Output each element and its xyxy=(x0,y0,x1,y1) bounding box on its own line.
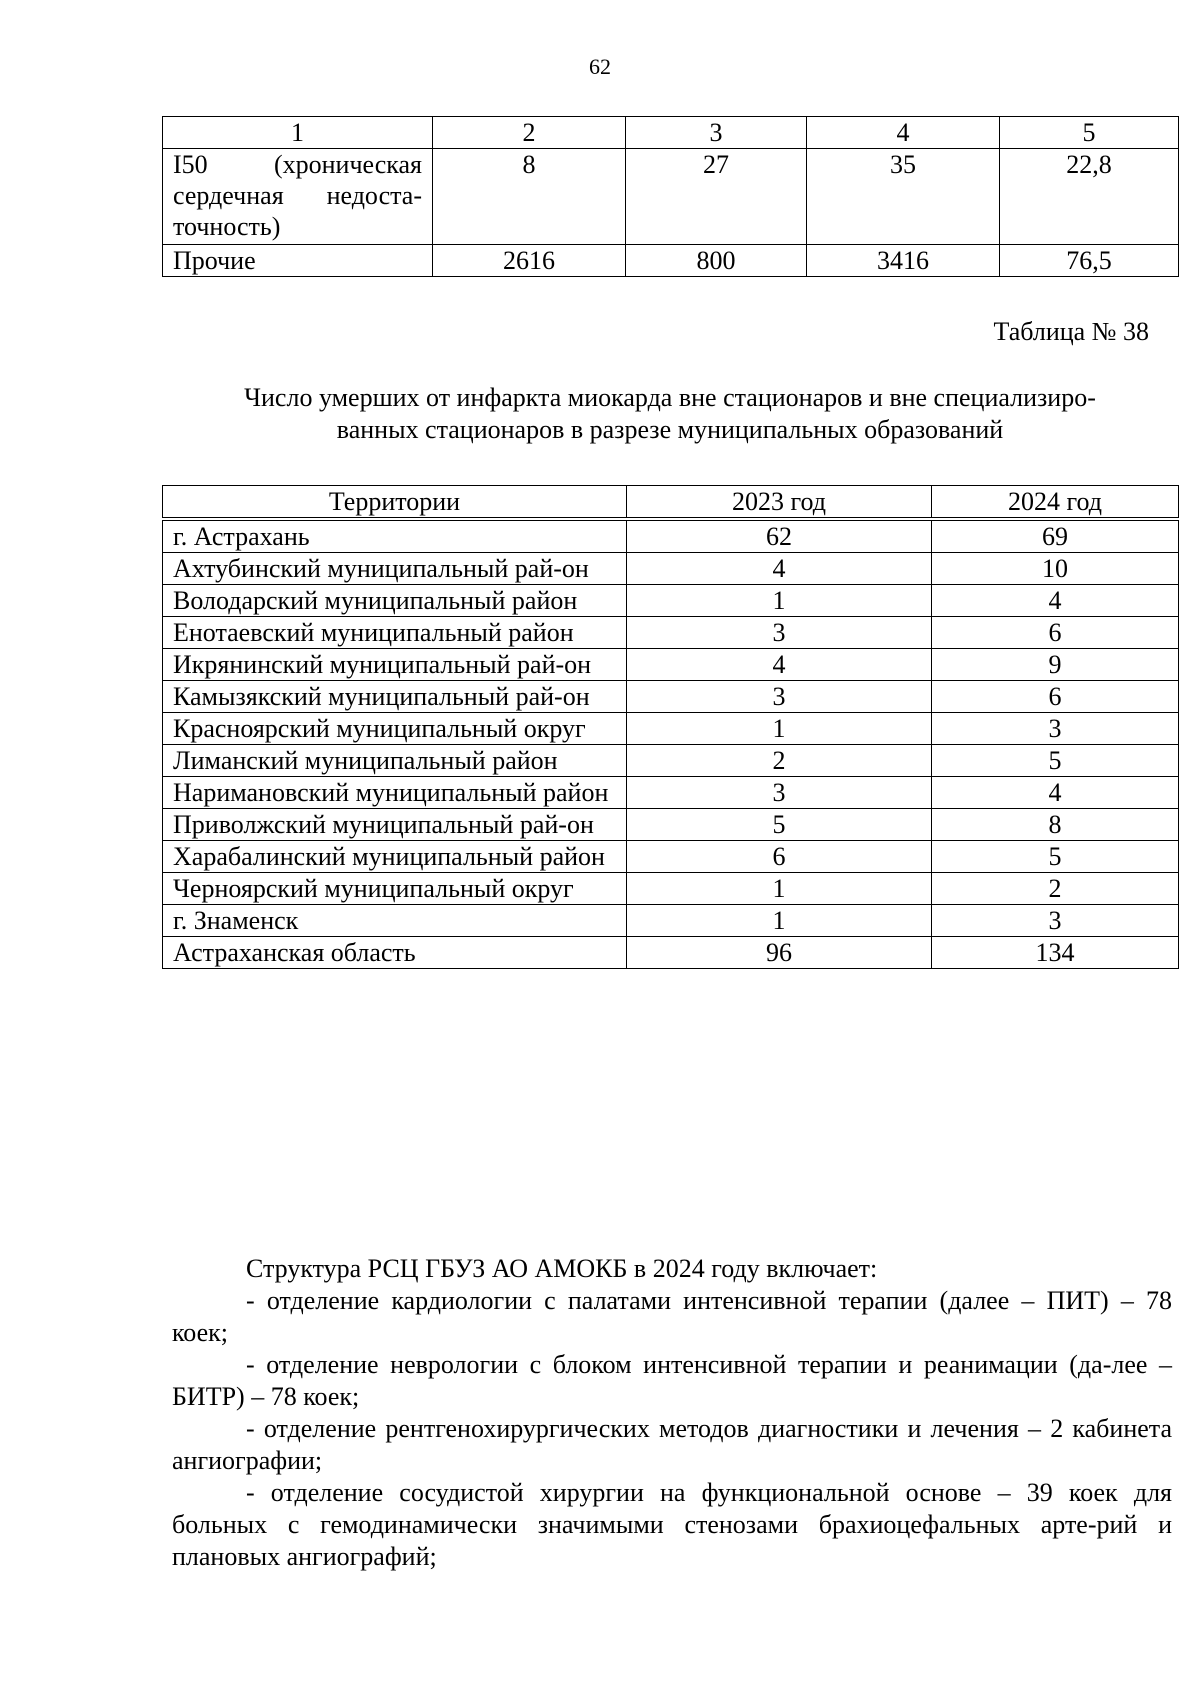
value-2023: 62 xyxy=(627,519,932,553)
table-row xyxy=(163,585,1179,617)
table-row xyxy=(163,841,1179,873)
value-2023: 4 xyxy=(627,649,932,681)
row-label: I50 (хроническая сердечная недоста-точность) xyxy=(163,149,433,245)
cell-value: 8 xyxy=(433,149,626,245)
table-row xyxy=(163,777,1179,809)
column-number: 2 xyxy=(433,117,626,149)
cell-value: 76,5 xyxy=(1000,245,1179,277)
value-2023: 3 xyxy=(627,617,932,649)
value-2023: 6 xyxy=(627,841,932,873)
table-header-row xyxy=(163,486,1179,520)
cell-value: 2616 xyxy=(433,245,626,277)
territory-cell: Володарский муниципальный район xyxy=(163,585,627,617)
header-2024: 2024 год xyxy=(932,486,1179,520)
value-2024: 4 xyxy=(932,585,1179,617)
territory-cell: Черноярский муниципальный округ xyxy=(163,873,627,905)
header-territories: Территории xyxy=(163,486,627,520)
table-row xyxy=(163,713,1179,745)
territory-cell: Икрянинский муниципальный рай-он xyxy=(163,649,627,681)
value-2023: 96 xyxy=(627,937,932,969)
value-2024: 6 xyxy=(932,617,1179,649)
table-row xyxy=(163,873,1179,905)
table-row xyxy=(163,681,1179,713)
value-2024: 3 xyxy=(932,905,1179,937)
value-2023: 1 xyxy=(627,585,932,617)
cell-value: 27 xyxy=(626,149,807,245)
table-title-line: ванных стационаров в разрезе муниципальных образований xyxy=(336,415,1004,444)
territory-cell: г. Астрахань xyxy=(163,519,627,553)
value-2024: 6 xyxy=(932,681,1179,713)
value-2023: 3 xyxy=(627,777,932,809)
table-caption: Таблица № 38 xyxy=(993,317,1149,346)
table-row xyxy=(163,617,1179,649)
value-2024: 10 xyxy=(932,553,1179,585)
territory-cell: Лиманский муниципальный район xyxy=(163,745,627,777)
value-2023: 5 xyxy=(627,809,932,841)
table-row xyxy=(163,553,1179,585)
table-row xyxy=(163,149,1179,245)
territory-cell: Енотаевский муниципальный район xyxy=(163,617,627,649)
territory-cell: г. Знаменск xyxy=(163,905,627,937)
table-row xyxy=(163,937,1179,969)
paragraph: - отделение сосудистой хирургии на функциональной основе – 39 коек для больных с гемодинамически значимыми стенозами брахиоцефальных арте-рий и плановых ангиографий; xyxy=(172,1478,1172,1571)
paragraph: Структура РСЦ ГБУЗ АО АМОКБ в 2024 году включает: xyxy=(246,1254,878,1283)
territory-cell: Приволжский муниципальный рай-он xyxy=(163,809,627,841)
territory-cell: Наримановский муниципальный район xyxy=(163,777,627,809)
table-title xyxy=(162,382,1178,446)
value-2023: 1 xyxy=(627,713,932,745)
column-number: 3 xyxy=(626,117,807,149)
table-row xyxy=(163,245,1179,277)
value-2023: 1 xyxy=(627,905,932,937)
cell-value: 3416 xyxy=(807,245,1000,277)
cell-value: 35 xyxy=(807,149,1000,245)
value-2024: 2 xyxy=(932,873,1179,905)
value-2024: 3 xyxy=(932,713,1179,745)
page-number: 62 xyxy=(589,54,611,79)
paragraph: - отделение неврологии с блоком интенсивной терапии и реанимации (да-лее – БИТР) – 78 коек; xyxy=(172,1350,1172,1411)
value-2024: 4 xyxy=(932,777,1179,809)
table-row xyxy=(163,649,1179,681)
paragraph: - отделение рентгенохирургических методов диагностики и лечения – 2 кабинета ангиографии; xyxy=(172,1414,1172,1475)
value-2023: 2 xyxy=(627,745,932,777)
value-2024: 69 xyxy=(932,519,1179,553)
column-number: 5 xyxy=(1000,117,1179,149)
table-row xyxy=(163,519,1179,553)
header-2023: 2023 год xyxy=(627,486,932,520)
value-2024: 8 xyxy=(932,809,1179,841)
column-number: 1 xyxy=(163,117,433,149)
table-header-row xyxy=(163,117,1179,149)
paragraph: - отделение кардиологии с палатами интенсивной терапии (далее – ПИТ) – 78 коек; xyxy=(172,1286,1172,1347)
body-text xyxy=(172,1253,1172,1573)
table-row xyxy=(163,809,1179,841)
territory-cell: Астраханская область xyxy=(163,937,627,969)
table-row xyxy=(163,745,1179,777)
table-continuation xyxy=(162,116,1179,277)
territory-cell: Красноярский муниципальный округ xyxy=(163,713,627,745)
value-2023: 4 xyxy=(627,553,932,585)
table-title-line: Число умерших от инфаркта миокарда вне стационаров и вне специализиро- xyxy=(244,383,1096,412)
value-2024: 9 xyxy=(932,649,1179,681)
cell-value: 800 xyxy=(626,245,807,277)
cell-value: 22,8 xyxy=(1000,149,1179,245)
row-label: Прочие xyxy=(163,245,433,277)
territories-table xyxy=(162,485,1179,969)
territory-cell: Камызякский муниципальный рай-он xyxy=(163,681,627,713)
value-2024: 5 xyxy=(932,841,1179,873)
value-2024: 134 xyxy=(932,937,1179,969)
table-row xyxy=(163,905,1179,937)
territory-cell: Ахтубинский муниципальный рай-он xyxy=(163,553,627,585)
column-number: 4 xyxy=(807,117,1000,149)
value-2023: 1 xyxy=(627,873,932,905)
territory-cell: Харабалинский муниципальный район xyxy=(163,841,627,873)
value-2024: 5 xyxy=(932,745,1179,777)
value-2023: 3 xyxy=(627,681,932,713)
